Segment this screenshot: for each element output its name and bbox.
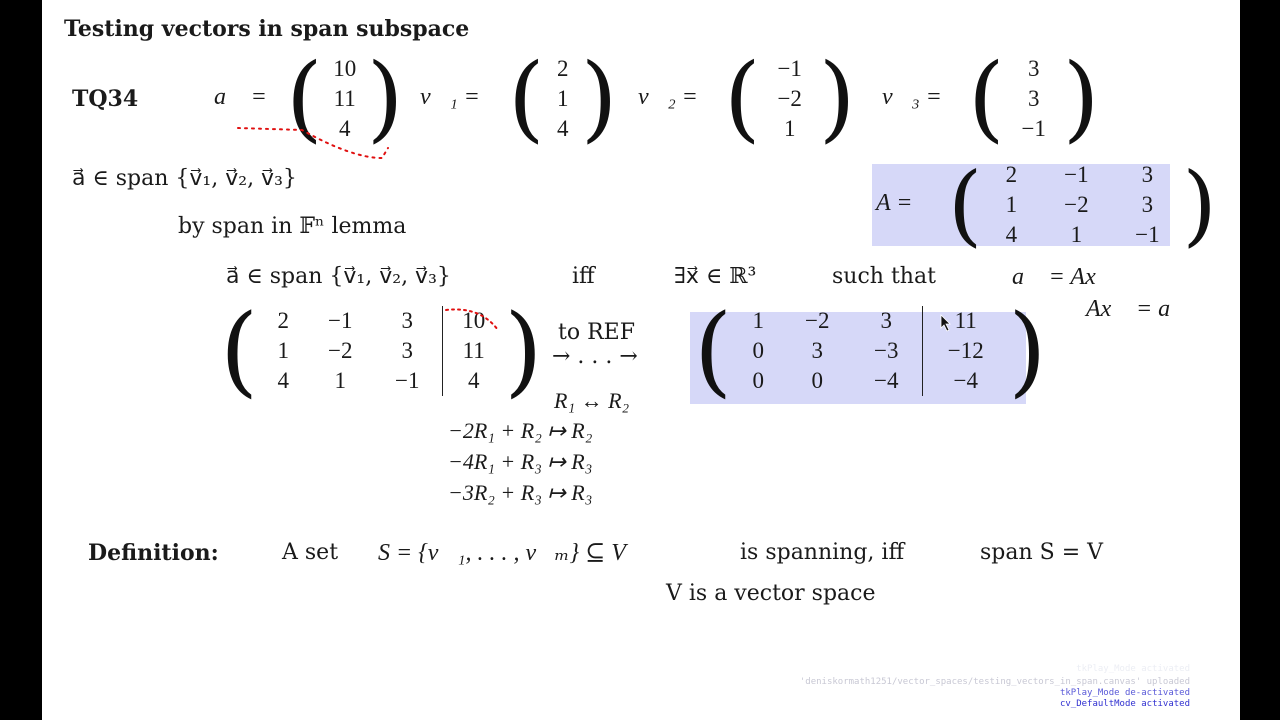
vec-v1 xyxy=(508,44,618,153)
entry: −1 xyxy=(1021,116,1046,141)
slide-canvas xyxy=(42,0,1240,720)
entry: 11 xyxy=(333,86,356,111)
entry: −2 xyxy=(804,308,830,333)
status-line-1: tkPlay_Mode activated xyxy=(1076,664,1190,674)
vec-a-label: a⃗ = xyxy=(214,84,267,110)
equation-a-eq-ax: a⃗ = Ax⃗ xyxy=(1012,264,1115,290)
left-paren: ( xyxy=(694,294,733,408)
vec-v3-entries xyxy=(1005,54,1063,144)
left-paren: ( xyxy=(286,44,323,153)
entry: 2 xyxy=(556,56,569,81)
entry: −1 xyxy=(394,368,420,393)
definition-vector-space: V is a vector space xyxy=(666,581,876,606)
entry: 1 xyxy=(556,86,569,111)
annotation-dotted-arc xyxy=(440,302,510,338)
entry: 1 xyxy=(334,368,346,393)
equation-ax-eq-a: Ax⃗ = a⃗ xyxy=(1086,296,1189,322)
vec-v1-entries xyxy=(545,54,581,144)
entry: 0 xyxy=(811,368,823,393)
entry: −4 xyxy=(873,368,899,393)
ref-matrix-entries xyxy=(732,306,1008,396)
status-line-3: tkPlay_Mode de-activated xyxy=(1059,688,1190,698)
definition-spanning: is spanning, iff xyxy=(740,540,905,565)
entry: 3 xyxy=(880,308,892,333)
entry: 4 xyxy=(338,116,351,141)
definition-span-eq: span S = V xyxy=(980,540,1104,565)
entry: −2 xyxy=(327,338,353,363)
vec-v2 xyxy=(724,44,856,153)
entry: −2 xyxy=(777,86,802,111)
entry: 0 xyxy=(752,368,764,393)
entry: 3 xyxy=(1141,192,1154,217)
right-paren: ) xyxy=(1062,44,1100,153)
status-line-4: cv_DefaultMode activated xyxy=(1059,699,1190,709)
entry: 1 xyxy=(1005,192,1018,217)
definition-label: Definition: xyxy=(88,540,219,566)
matrix-a xyxy=(948,153,1217,256)
entry: 2 xyxy=(277,308,289,333)
right-paren: ) xyxy=(366,44,404,153)
membership-statement: a⃗ ∈ span {v⃗₁, v⃗₂, v⃗₃} xyxy=(72,166,297,191)
entry: 3 xyxy=(811,338,823,363)
entry: 4 xyxy=(556,116,569,141)
iff-left-statement: a⃗ ∈ span {v⃗₁, v⃗₂, v⃗₃} xyxy=(226,264,451,289)
left-paren: ( xyxy=(968,44,1005,153)
row-op-3: −3R₂ + R₃ ↦ R₃ xyxy=(448,480,593,505)
definition-set: S = {v⃗₁, . . . , v⃗ₘ} ⊆ V xyxy=(378,540,626,566)
tq-label: TQ34 xyxy=(72,86,139,112)
entry: 4 xyxy=(442,366,504,396)
row-op-1: −2R₁ + R₂ ↦ R₂ xyxy=(448,418,593,443)
entry: −1 xyxy=(1064,162,1089,187)
right-paren: ) xyxy=(1182,153,1217,256)
entry: −1 xyxy=(777,56,802,81)
such-that-text: such that xyxy=(832,264,936,289)
left-paren: ( xyxy=(948,153,983,256)
entry: 10 xyxy=(442,306,504,336)
entry: 2 xyxy=(1005,162,1018,187)
entry: 3 xyxy=(1027,56,1040,81)
right-paren: ) xyxy=(580,44,618,153)
ref-matrix xyxy=(694,294,1047,408)
iff-word: iff xyxy=(572,264,595,289)
entry: 11 xyxy=(442,336,504,366)
entry: 1 xyxy=(1070,222,1083,247)
vec-v3 xyxy=(968,44,1100,153)
entry: −3 xyxy=(873,338,899,363)
lemma-text: by span in 𝔽ⁿ lemma xyxy=(178,214,407,239)
entry: 3 xyxy=(401,308,413,333)
annotation-dotted-stroke xyxy=(232,118,392,168)
entry: 1 xyxy=(277,338,289,363)
entry: 0 xyxy=(752,338,764,363)
entry: −1 xyxy=(1135,222,1160,247)
entry: −4 xyxy=(922,366,1008,396)
vec-v2-entries xyxy=(761,54,819,144)
mouse-cursor-icon xyxy=(940,314,952,332)
row-op-swap: R₁ ↔ R₂ xyxy=(554,388,630,413)
entry: 3 xyxy=(1027,86,1040,111)
left-paren: ( xyxy=(220,294,259,408)
right-paren: ) xyxy=(818,44,856,153)
right-paren: ) xyxy=(504,294,543,408)
ref-arrows: → . . . → xyxy=(552,344,638,369)
vec-v1-label: v⃗₁ = xyxy=(420,84,480,110)
entry: 4 xyxy=(277,368,289,393)
page-title: Testing vectors in span subspace xyxy=(64,16,470,42)
entry: −12 xyxy=(922,336,1008,366)
entry: 11 xyxy=(922,306,1008,336)
left-paren: ( xyxy=(508,44,545,153)
matrix-a-entries xyxy=(982,160,1182,250)
row-op-2: −4R₁ + R₃ ↦ R₃ xyxy=(448,449,593,474)
entry: −2 xyxy=(1064,192,1089,217)
exists-statement: ∃x⃗ ∈ ℝ³ xyxy=(674,264,757,289)
entry: 1 xyxy=(783,116,796,141)
entry: 10 xyxy=(333,56,357,81)
vec-v2-label: v⃗₂ = xyxy=(638,84,698,110)
entry: 4 xyxy=(1005,222,1018,247)
to-ref-label: to REF xyxy=(558,320,635,345)
entry: 3 xyxy=(401,338,413,363)
left-paren: ( xyxy=(724,44,761,153)
entry: 1 xyxy=(752,308,764,333)
right-paren: ) xyxy=(1008,294,1047,408)
entry: −1 xyxy=(327,308,353,333)
entry: 3 xyxy=(1141,162,1154,187)
definition-a-set: A set xyxy=(282,540,339,565)
vec-v3-label: v⃗₃ = xyxy=(882,84,942,110)
status-line-2: 'deniskormath1251/vector_spaces/testing_vectors_in_span.canvas' uploaded xyxy=(799,677,1190,687)
matrix-a-label: A = xyxy=(876,190,913,216)
